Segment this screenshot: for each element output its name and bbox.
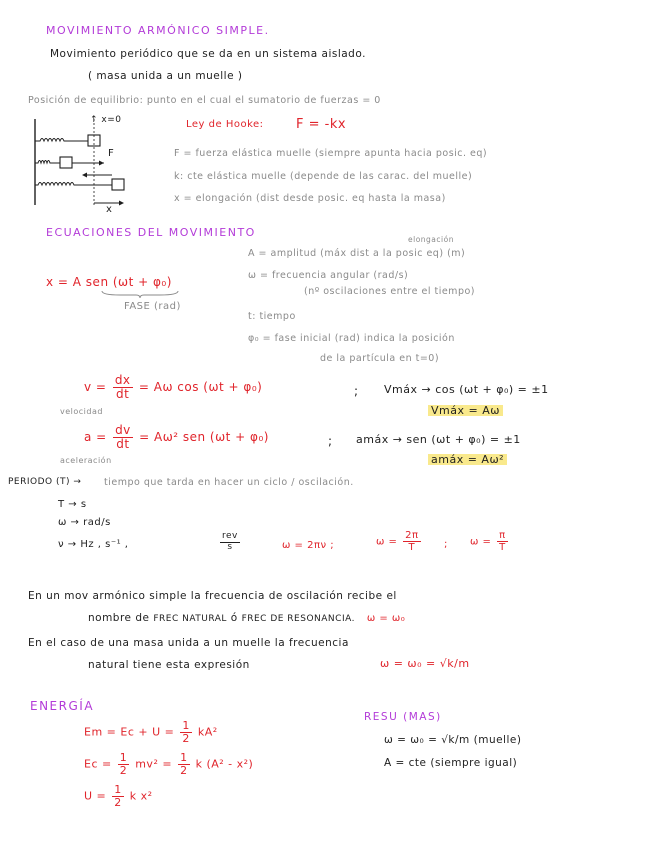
energy-potential-half-num: 1 xyxy=(114,783,122,796)
energy-kinetic-half-a xyxy=(118,752,130,777)
phase-label: FASE (rad) xyxy=(124,301,181,312)
velocity-formula xyxy=(84,374,262,401)
energy-kinetic-lhs: Ec = xyxy=(84,757,112,771)
natural-freq-line3: En el caso de una masa unida a un muelle la frecuencia xyxy=(28,637,349,649)
phase-brace xyxy=(100,290,180,298)
relation-omega-nu: ω = 2πν ; xyxy=(282,540,335,551)
hooke-def-force: F = fuerza elástica muelle (siempre apunta hacia posic. eq) xyxy=(174,148,488,159)
hooke-def-elongation: x = elongación (dist desde posic. eq hasta la masa) xyxy=(174,193,446,204)
velocity-rhs: = Aω cos (ωt + φ₀) xyxy=(138,380,263,395)
energy-kinetic-half-b-den: 2 xyxy=(180,764,188,778)
displacement-label: x xyxy=(106,204,113,215)
natural-freq-line2 xyxy=(88,613,405,624)
unit-period: T → s xyxy=(58,499,87,510)
relation-omega-pi-period-num: π xyxy=(499,530,506,541)
velocity-separator: ; xyxy=(354,384,359,398)
energy-heading: ENERGÍA xyxy=(30,699,95,713)
relation-omega-pi-period-lhs: ω = xyxy=(470,536,492,548)
rev-fraction xyxy=(220,532,240,553)
intro-definition: Movimiento periódico que se da en un sistema aislado. xyxy=(50,48,366,60)
energy-kinetic-half-a-den: 2 xyxy=(119,764,128,778)
rev-num: rev xyxy=(222,531,238,541)
relation-omega-period-lhs: ω = xyxy=(376,536,398,548)
acceleration-rhs: = Aω² sen (ωt + φ₀) xyxy=(139,430,269,445)
energy-kinetic-formula xyxy=(84,752,253,777)
natural-freq-symbol: ω = ω₀ xyxy=(366,613,406,624)
energy-potential-half-den: 2 xyxy=(114,796,122,810)
velocity-den: dt xyxy=(116,387,130,402)
rev-den: s xyxy=(227,541,233,552)
summary-line1: ω = ω₀ = √k/m (muelle) xyxy=(384,734,522,746)
relation-omega-period-fraction xyxy=(403,530,420,553)
elongation-note: elongación xyxy=(408,235,454,244)
energy-kinetic-mid: mv² = xyxy=(135,757,173,771)
velocity-lhs: v = xyxy=(84,380,107,395)
def-amplitude: A = amplitud (máx dist a la posic eq) (m) xyxy=(248,248,466,259)
relation-omega-period-den: T xyxy=(408,542,416,553)
relation-omega-period xyxy=(376,530,423,553)
hooke-def-constant: k: cte elástica muelle (depende de las carac. del muelle) xyxy=(174,171,473,182)
acceleration-max-result: amáx = Aω² xyxy=(428,454,507,465)
summary-heading: RESU (MAS) xyxy=(364,711,442,723)
def-angular-frequency-note: (nº oscilaciones entre el tiempo) xyxy=(304,286,475,297)
velocity-num: dx xyxy=(114,373,131,387)
equations-heading: ECUACIONES DEL MOVIMIENTO xyxy=(46,226,256,239)
natural-freq-or: ó xyxy=(230,612,238,624)
equilibrium-marker-label: ↑ x=0 xyxy=(90,115,122,125)
force-label: F xyxy=(108,148,115,159)
acceleration-den: dt xyxy=(116,437,130,452)
energy-potential-lhs: U = xyxy=(84,789,107,803)
def-initial-phase-cont: de la partícula en t=0) xyxy=(320,353,440,364)
summary-line2: A = cte (siempre igual) xyxy=(384,757,518,769)
hooke-law-label: Ley de Hooke: xyxy=(186,119,264,130)
unit-frequency: ν → Hz , s⁻¹ , xyxy=(58,539,129,550)
relation-omega-period-num: 2π xyxy=(405,530,419,541)
intro-note: ( masa unida a un muelle ) xyxy=(88,70,243,82)
energy-kinetic-half-b xyxy=(178,752,190,777)
unit-rev-per-second xyxy=(218,532,242,553)
energy-mechanical-half xyxy=(180,720,192,745)
natural-freq-line4: natural tiene esta expresión xyxy=(88,659,250,671)
velocity-derivative xyxy=(113,374,133,401)
energy-potential-rhs: k x² xyxy=(129,789,153,803)
natural-freq-name-prefix: nombre de xyxy=(88,612,150,624)
energy-mechanical-half-num: 1 xyxy=(182,719,190,732)
acceleration-caption: aceleración xyxy=(60,456,112,465)
energy-kinetic-half-b-num: 1 xyxy=(180,751,188,764)
natural-freq-line1: En un mov armónico simple la frecuencia de oscilación recibe el xyxy=(28,590,397,602)
natural-freq-formula: ω = ω₀ = √k/m xyxy=(380,657,470,670)
relation-omega-pi-period xyxy=(470,530,510,553)
relation-separator: ; xyxy=(444,539,448,550)
velocity-max-result: Vmáx = Aω xyxy=(428,405,503,416)
energy-kinetic-rhs: k (A² - x²) xyxy=(195,757,254,771)
energy-mechanical-formula xyxy=(84,720,218,745)
acceleration-lhs: a = xyxy=(84,430,107,445)
energy-mechanical-lhs: Em = Ec + U = xyxy=(84,725,175,739)
acceleration-num: dv xyxy=(115,423,131,437)
position-formula: x = A sen (ωt + φ₀) xyxy=(46,275,172,289)
unit-angular-frequency: ω → rad/s xyxy=(58,517,111,528)
natural-freq-term: FREC NATURAL xyxy=(153,614,227,624)
def-time: t: tiempo xyxy=(248,311,296,322)
energy-potential-half xyxy=(112,784,124,809)
resonance-freq-term: FREC DE RESONANCIA. xyxy=(241,614,355,624)
velocity-caption: velocidad xyxy=(60,407,103,416)
def-initial-phase: φ₀ = fase inicial (rad) indica la posición xyxy=(248,333,455,344)
acceleration-formula xyxy=(84,424,269,451)
energy-mechanical-rhs: kA² xyxy=(197,725,218,739)
energy-mechanical-half-den: 2 xyxy=(182,732,190,746)
energy-potential-formula xyxy=(84,784,153,809)
spring-diagram xyxy=(24,113,136,217)
def-angular-frequency: ω = frecuencia angular (rad/s) xyxy=(248,270,409,281)
hooke-law-formula: F = -kx xyxy=(296,117,347,132)
relation-omega-pi-period-fraction xyxy=(497,530,508,553)
acceleration-derivative xyxy=(113,424,133,451)
energy-kinetic-half-a-num: 1 xyxy=(119,751,128,764)
relation-omega-pi-period-den: T xyxy=(499,542,506,553)
equilibrium-definition: Posición de equilibrio: punto en el cual el sumatorio de fuerzas = 0 xyxy=(28,95,381,106)
acceleration-max-note: amáx → sen (ωt + φ₀) = ±1 xyxy=(356,433,521,446)
period-label: PERIODO (T) → xyxy=(8,477,82,487)
acceleration-separator: ; xyxy=(328,434,333,448)
velocity-max-note: Vmáx → cos (ωt + φ₀) = ±1 xyxy=(384,383,549,396)
period-description: tiempo que tarda en hacer un ciclo / oscilación. xyxy=(104,477,354,488)
page-title: MOVIMIENTO ARMÓNICO SIMPLE. xyxy=(46,24,270,37)
spring-diagram-drawing xyxy=(24,113,136,217)
